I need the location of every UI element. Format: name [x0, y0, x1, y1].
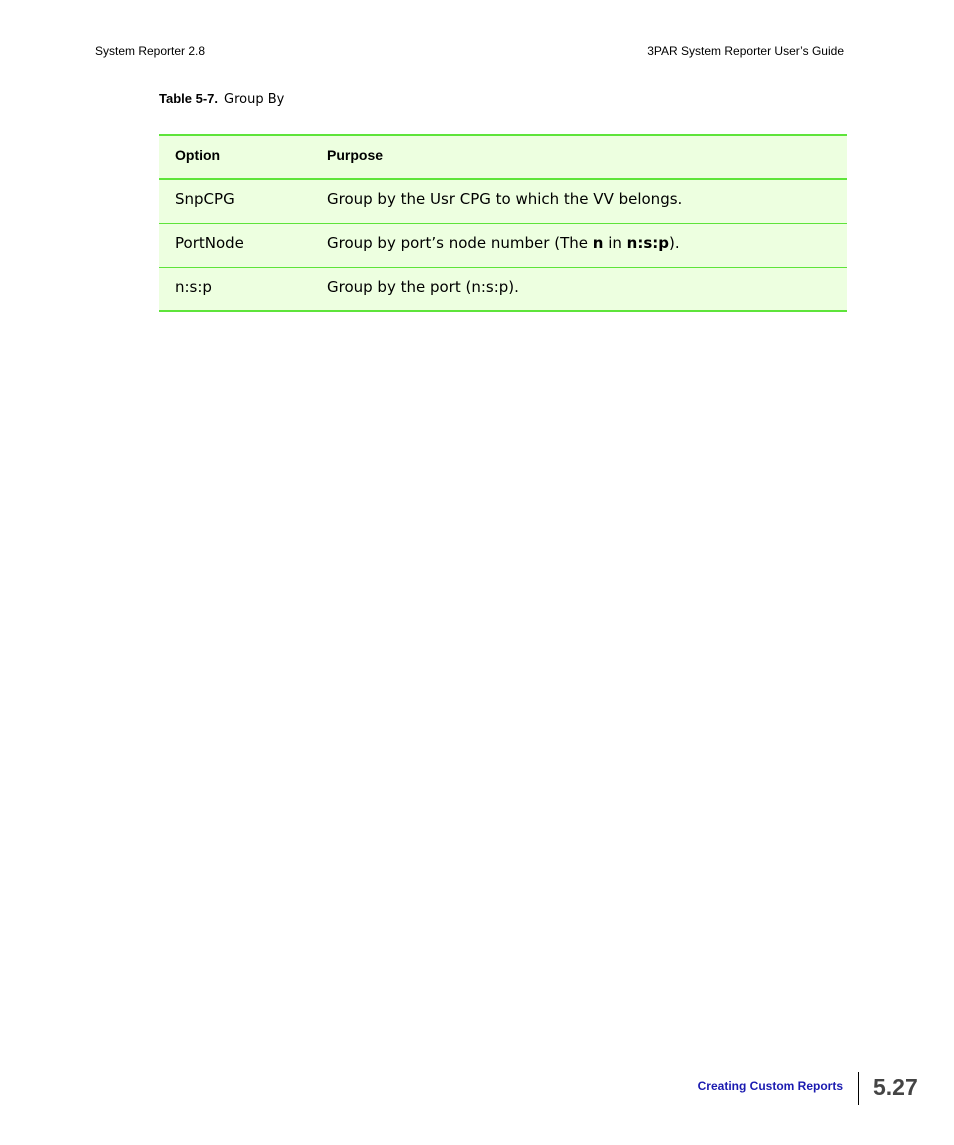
- table-caption-label: Table 5-7.: [159, 91, 219, 106]
- table-caption: [159, 91, 284, 107]
- table-caption-title: Group By: [224, 92, 285, 107]
- option-cell: n:s:p: [159, 267, 327, 311]
- purpose-text: in: [603, 233, 627, 252]
- running-header-right: 3PAR System Reporter User’s Guide: [647, 44, 844, 58]
- footer-section-title: Creating Custom Reports: [697, 1079, 843, 1093]
- purpose-text: Group by port’s node number (The: [327, 233, 593, 252]
- page-number: 5.27: [873, 1074, 918, 1100]
- purpose-text: ).: [668, 233, 680, 252]
- purpose-cell: [327, 223, 847, 267]
- purpose-cell: Group by the Usr CPG to which the VV belongs.: [327, 179, 847, 223]
- table-row: [159, 223, 847, 267]
- table-row: [159, 179, 847, 223]
- column-header-option: Option: [159, 135, 327, 179]
- purpose-bold-text: n:s:p: [626, 233, 669, 252]
- purpose-cell: Group by the port (n:s:p).: [327, 267, 847, 311]
- group-by-table: [159, 134, 847, 312]
- option-cell: SnpCPG: [159, 179, 327, 223]
- running-header-left: System Reporter 2.8: [95, 44, 206, 58]
- column-header-purpose: Purpose: [327, 135, 847, 179]
- table-row: [159, 267, 847, 311]
- table-header-row: [159, 135, 847, 179]
- footer-divider: [858, 1072, 859, 1105]
- option-cell: PortNode: [159, 223, 327, 267]
- purpose-bold-text: n: [592, 233, 604, 252]
